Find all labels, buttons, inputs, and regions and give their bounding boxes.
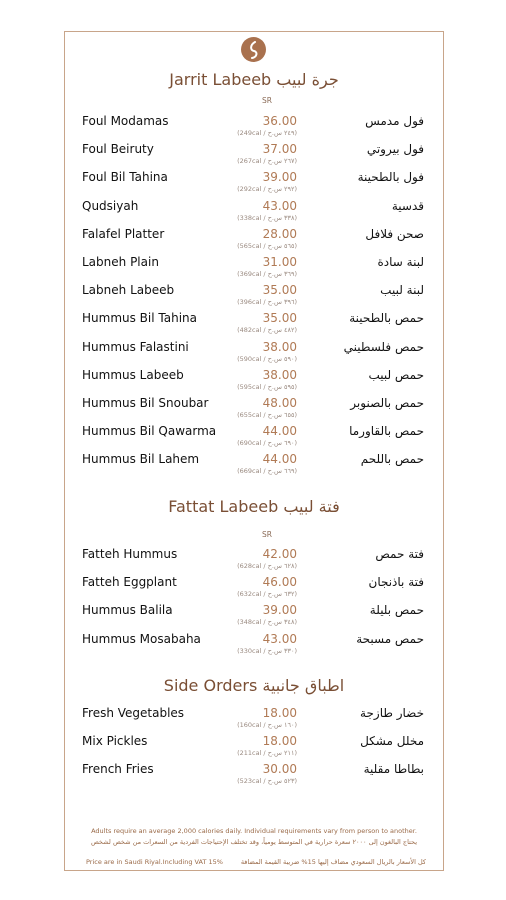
menu-item-name-ar: مخلل مشكل <box>360 734 424 749</box>
menu-item-row <box>82 114 424 140</box>
menu-item-name-ar: حمص بليلة <box>369 603 424 618</box>
menu-item-row <box>82 255 424 281</box>
menu-item-price: 30.00 <box>262 762 297 777</box>
menu-item-name-en: Foul Bil Tahina <box>82 170 168 185</box>
menu-item-name-ar: حمص بالصنوبر <box>350 396 424 410</box>
menu-item-name-ar: فول بالطحينة <box>357 170 424 185</box>
menu-item-calories: (348cal / ٣٤٨ س.ح) <box>237 618 297 627</box>
menu-item-name-ar: لبنة سادة <box>377 255 424 269</box>
menu-item-row <box>82 734 424 760</box>
menu-item-name-ar: فول بيروتي <box>366 142 424 157</box>
menu-item-name-en: French Fries <box>82 762 154 777</box>
menu-item-price: 43.00 <box>262 198 297 213</box>
menu-item-name-en: Fatteh Eggplant <box>82 575 177 590</box>
menu-item-row <box>82 199 424 225</box>
menu-item-price: 38.00 <box>262 339 297 354</box>
menu-item-price: 18.00 <box>262 706 297 720</box>
menu-item-name-en: Hummus Bil Qawarma <box>82 424 217 439</box>
menu-item-name-en: Fatteh Hummus <box>82 547 178 561</box>
menu-item-price: 18.00 <box>262 734 297 749</box>
menu-item-name-en: Fresh Vegetables <box>82 706 185 720</box>
menu-item-row <box>82 452 424 478</box>
menu-item-price: 39.00 <box>262 603 297 618</box>
section-title-fattat-labeeb: Fattat Labeeb فتة لبيب <box>168 497 340 516</box>
section-title-jarrit-labeeb: Jarrit Labeeb جرة لبيب <box>169 70 339 89</box>
menu-item-price: 37.00 <box>262 142 297 157</box>
menu-item-name-en: Mix Pickles <box>82 734 148 749</box>
menu-item-price: 38.00 <box>262 367 297 382</box>
menu-item-row <box>82 762 424 788</box>
menu-item-row <box>82 283 424 309</box>
menu-item-calories: (267cal / ٢٦٧ س.ح) <box>237 157 297 166</box>
menu-item-name-en: Hummus Labeeb <box>82 367 184 382</box>
labeeb-logo-icon <box>241 37 266 62</box>
menu-item-calories: (690cal / ٦٩٠ س.ح) <box>237 439 297 448</box>
menu-item-name-ar: حمص مسبحة <box>356 631 424 646</box>
menu-item-calories: (565cal / ٥٦٥ س.ح) <box>237 241 297 250</box>
menu-item-name-en: Foul Beiruty <box>82 142 154 157</box>
calorie-note-en: Adults require an average 2,000 calories daily. Individual requirements vary from person to another. <box>91 827 417 835</box>
menu-item-price: 42.00 <box>262 547 297 561</box>
menu-item-calories: (669cal / ٦٦٩ س.ح) <box>237 467 297 476</box>
menu-item-name-ar: فول مدمس <box>365 114 424 128</box>
menu-item-row <box>82 311 424 337</box>
menu-item-row <box>82 632 424 658</box>
menu-item-calories: (396cal / ٣٩٦ س.ح) <box>237 298 297 307</box>
menu-item-name-ar: فتة حمص <box>375 547 424 561</box>
menu-item-name-ar: حمص باللحم <box>360 452 424 467</box>
vat-note-en: Price are in Saudi Riyal.Including VAT 15% <box>86 858 223 866</box>
calorie-note-ar: يحتاج البالغون إلى ٢٠٠٠ سعرة حرارية في المتوسط يومياً، وقد تختلف الإحتياجات الفردية من السعرات من شخص لشخص <box>90 838 418 846</box>
menu-item-price: 36.00 <box>262 114 297 128</box>
currency-label: SR <box>262 96 272 105</box>
menu-item-row <box>82 227 424 253</box>
currency-label: SR <box>262 530 272 539</box>
menu-item-price: 28.00 <box>262 226 297 241</box>
menu-item-calories: (632cal / ٦٣٢ س.ح) <box>237 590 297 599</box>
menu-item-name-en: Hummus Bil Snoubar <box>82 396 209 410</box>
menu-item-name-en: Hummus Balila <box>82 603 173 618</box>
menu-item-row <box>82 142 424 168</box>
menu-item-calories: (523cal / ٥٢٣ س.ح) <box>237 777 297 786</box>
vat-note-ar: كل الأسعار بالريال السعودي مضاف إليها 15% ضريبة القيمة المضافة <box>240 858 426 866</box>
menu-item-name-ar: بطاطا مقلية <box>363 762 424 777</box>
menu-item-name-ar: صحن فلافل <box>365 226 424 241</box>
menu-item-name-en: Labneh Plain <box>82 255 159 269</box>
menu-item-calories: (211cal / ٢١١ س.ح) <box>237 749 297 758</box>
menu-item-name-en: Hummus Falastini <box>82 339 189 354</box>
menu-item-name-ar: لبنة لبيب <box>380 283 424 298</box>
menu-item-name-en: Hummus Mosabaha <box>82 631 201 646</box>
menu-item-price: 35.00 <box>262 283 297 298</box>
menu-item-name-ar: حمص لبيب <box>368 367 424 382</box>
menu-item-calories: (482cal / ٤٨٢ س.ح) <box>237 326 297 335</box>
menu-item-name-en: Falafel Platter <box>82 226 165 241</box>
menu-item-row <box>82 170 424 196</box>
menu-item-row <box>82 547 424 573</box>
menu-item-name-ar: قدسية <box>391 198 424 213</box>
menu-item-name-ar: فتة باذنجان <box>368 575 424 590</box>
menu-item-calories: (338cal / ٣٣٨ س.ح) <box>237 213 297 222</box>
menu-item-row <box>82 396 424 422</box>
menu-item-calories: (595cal / ٥٩٥ س.ح) <box>237 382 297 391</box>
menu-item-calories: (369cal / ٣٦٩ س.ح) <box>237 270 297 278</box>
menu-item-price: 31.00 <box>262 255 297 269</box>
menu-item-calories: (292cal / ٢٩٢ س.ح) <box>237 185 297 194</box>
menu-item-price: 35.00 <box>262 311 297 326</box>
menu-item-row <box>82 603 424 629</box>
menu-item-price: 44.00 <box>262 424 297 439</box>
menu-item-name-ar: حمص فلسطيني <box>343 339 424 354</box>
menu-item-name-ar: خضار طازجة <box>360 706 424 720</box>
menu-item-name-en: Foul Modamas <box>82 114 169 128</box>
menu-item-row <box>82 340 424 366</box>
menu-item-calories: (330cal / ٣٣٠ س.ح) <box>237 646 297 655</box>
menu-item-name-en: Hummus Bil Tahina <box>82 311 197 326</box>
menu-item-name-en: Qudsiyah <box>82 198 139 213</box>
menu-item-name-en: Hummus Bil Lahem <box>82 452 200 467</box>
section-title-side-orders: Side Orders اطباق جانبية <box>163 676 345 695</box>
menu-item-row <box>82 575 424 601</box>
menu-item-row <box>82 368 424 394</box>
menu-item-name-ar: حمص بالقاورما <box>349 424 424 439</box>
menu-item-price: 39.00 <box>262 170 297 185</box>
menu-item-calories: (590cal / ٥٩٠ س.ح) <box>237 354 297 363</box>
menu-item-row <box>82 706 424 732</box>
menu-item-calories: (628cal / ٦٢٨ س.ح) <box>237 562 297 570</box>
menu-item-price: 43.00 <box>262 631 297 646</box>
menu-item-name-ar: حمص بالطحينة <box>349 311 424 326</box>
menu-item-price: 44.00 <box>262 452 297 467</box>
menu-item-price: 46.00 <box>262 575 297 590</box>
menu-item-calories: (249cal / ٢٤٩ س.ح) <box>237 129 297 137</box>
menu-item-row <box>82 424 424 450</box>
menu-item-name-en: Labneh Labeeb <box>82 283 175 298</box>
menu-item-price: 48.00 <box>262 396 297 410</box>
menu-item-calories: (655cal / ٦٥٥ س.ح) <box>237 411 297 419</box>
menu-item-calories: (160cal / ١٦٠ س.ح) <box>237 721 297 729</box>
